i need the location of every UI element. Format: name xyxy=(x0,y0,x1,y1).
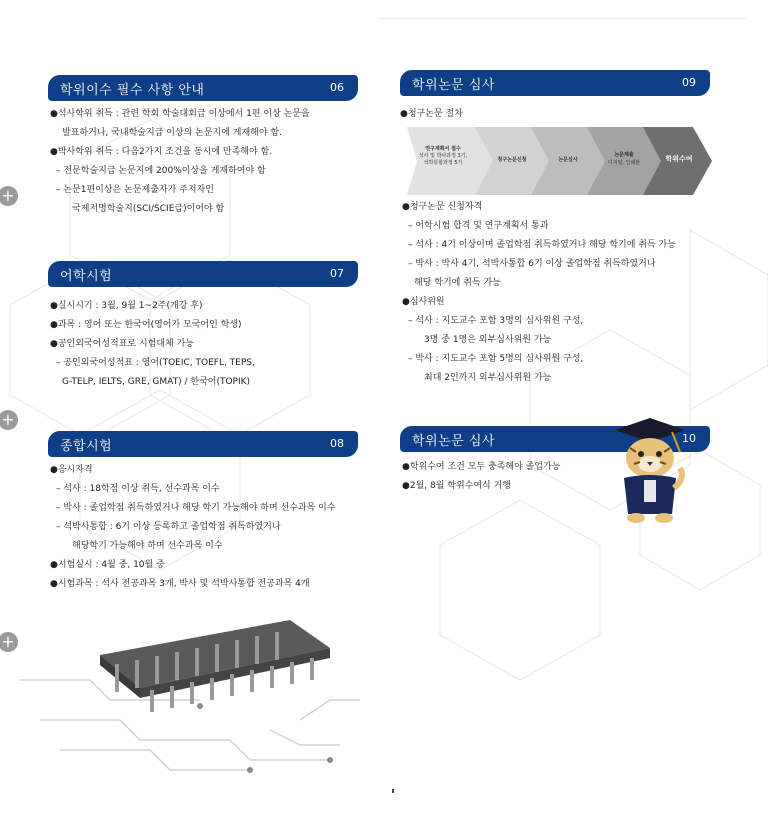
text-line: – 석박사통합 : 6기 이상 등록하고 졸업학점 취득하였거나 xyxy=(56,522,281,532)
flow-step-title: 청구논문신청 xyxy=(497,157,527,163)
section-title: 종합시험 xyxy=(60,439,113,454)
top-divider xyxy=(378,18,746,19)
text-line: ●시험과목 : 석사 전공과목 3개, 박사 및 석박사통합 전공과목 4개 xyxy=(50,579,310,589)
section-title: 학위논문 심사 xyxy=(412,78,495,93)
text-line: ●학위수여 조건 모두 충족해야 졸업가능 xyxy=(402,462,561,472)
text-line: – 전문학술지급 논문지에 200%이상을 게재하여야 함 xyxy=(56,166,266,176)
plus-icon[interactable]: + xyxy=(0,410,18,430)
text-line: – 석사 : 지도교수 포함 3명의 심사위원 구성, xyxy=(408,316,584,326)
text-line: ●실시시기 : 3월, 9월 1~2주(개강 후) xyxy=(50,301,203,311)
text-line: ●응시자격 xyxy=(50,465,93,475)
mascot-image xyxy=(610,418,690,528)
procedure-label: ●청구논문 절차 xyxy=(400,109,463,119)
text-line: – 어학시험 합격 및 연구계획서 통과 xyxy=(408,221,549,231)
section-number: 07 xyxy=(330,267,344,280)
section-09-body xyxy=(400,198,730,388)
section-body xyxy=(48,105,358,219)
section-09 xyxy=(400,70,710,119)
section-title: 학위논문 심사 xyxy=(412,434,495,449)
text-line: ●석사학위 취득 : 관련 학회 학술대회급 이상에서 1편 이상 논문을 xyxy=(50,109,310,119)
section-07 xyxy=(48,261,358,392)
flow-step-title: 논문제출 xyxy=(614,152,634,158)
text-line: G-TELP, IELTS, GRE, GMAT) / 한국어(TOPIK) xyxy=(62,377,251,387)
flow-step-sub: 석박통합과정 5기 xyxy=(423,160,463,166)
text-line: – 박사 : 박사 4기, 석박사통합 6기 이상 졸업학점 취득하였거나 xyxy=(408,259,656,269)
text-line: ●청구논문 신청자격 xyxy=(402,202,483,212)
section-title: 어학시험 xyxy=(60,269,113,284)
text-line: ●과목 : 영어 또는 한국어(영어가 모국어인 학생) xyxy=(50,320,242,330)
section-number: 08 xyxy=(330,437,344,450)
flow-step-title: 연구계획서 접수 xyxy=(425,146,461,152)
text-line: ●공인외국어성적표로 시험대체 가능 xyxy=(50,339,194,349)
section-body xyxy=(48,297,358,392)
text-line: ●심사위원 xyxy=(402,297,445,307)
text-line: 발표하거나, 국내학술지급 이상의 논문지에 게재해야 함. xyxy=(62,128,282,138)
text-line: ●박사학위 취득 : 다음2가지 조건을 동시에 만족해야 함. xyxy=(50,147,273,157)
flow-step-title: 학위수여 xyxy=(665,155,693,163)
text-line: – 논문1편이상은 논문제출자가 주저자인 xyxy=(56,185,214,195)
plus-icon[interactable]: + xyxy=(0,186,18,206)
section-06 xyxy=(48,75,358,219)
section-number: 10 xyxy=(682,432,696,445)
section-header xyxy=(400,70,710,96)
text-line: – 박사 : 졸업학점 취득하였거나 해당 학기 가능해야 하며 선수과목 이수 xyxy=(56,503,336,513)
text-line: 3명 중 1명은 외부심사위원 가능 xyxy=(424,335,552,345)
section-number: 09 xyxy=(682,76,696,89)
section-body xyxy=(400,198,730,388)
text-line: ●2월, 8월 학위수여식 거행 xyxy=(402,481,511,491)
text-line: – 석사 : 18학점 이상 취득, 선수과목 이수 xyxy=(56,484,220,494)
text-line: 해당학기 가능해야 하며 선수과목 이수 xyxy=(72,541,223,551)
section-header xyxy=(48,431,358,457)
section-number: 06 xyxy=(330,81,344,94)
text-line: – 박사 : 지도교수 포함 5명의 심사위원 구성, xyxy=(408,354,584,364)
flow-step-sub: 석사 및 박사과정 3기, xyxy=(418,153,468,159)
flow-step-sub: 디지털, 인쇄본 xyxy=(607,160,641,166)
flow-step-title: 논문심사 xyxy=(558,157,578,163)
text-line: 국제저명학술지(SCI/SCIE급)이어야 함 xyxy=(72,204,225,214)
text-line: 해당 학기에 취득 가능 xyxy=(414,278,501,288)
section-08 xyxy=(48,431,358,594)
text-line: 최대 2인까지 외부심사위원 가능 xyxy=(424,373,552,383)
section-header xyxy=(48,261,358,287)
section-header xyxy=(48,75,358,101)
section-title: 학위이수 필수 사항 안내 xyxy=(60,83,205,98)
text-line: – 석사 : 4기 이상이며 졸업학점 취득하였거나 해당 학기에 취득 가능 xyxy=(408,240,676,250)
plus-icon[interactable]: + xyxy=(0,632,18,652)
page-mark xyxy=(392,789,394,793)
section-body xyxy=(48,461,358,594)
text-line: ●시험실시 : 4월 중, 10월 중 xyxy=(50,560,165,570)
text-line: – 공인외국어성적표 : 영어(TOEIC, TOEFL, TEPS, xyxy=(56,358,255,368)
